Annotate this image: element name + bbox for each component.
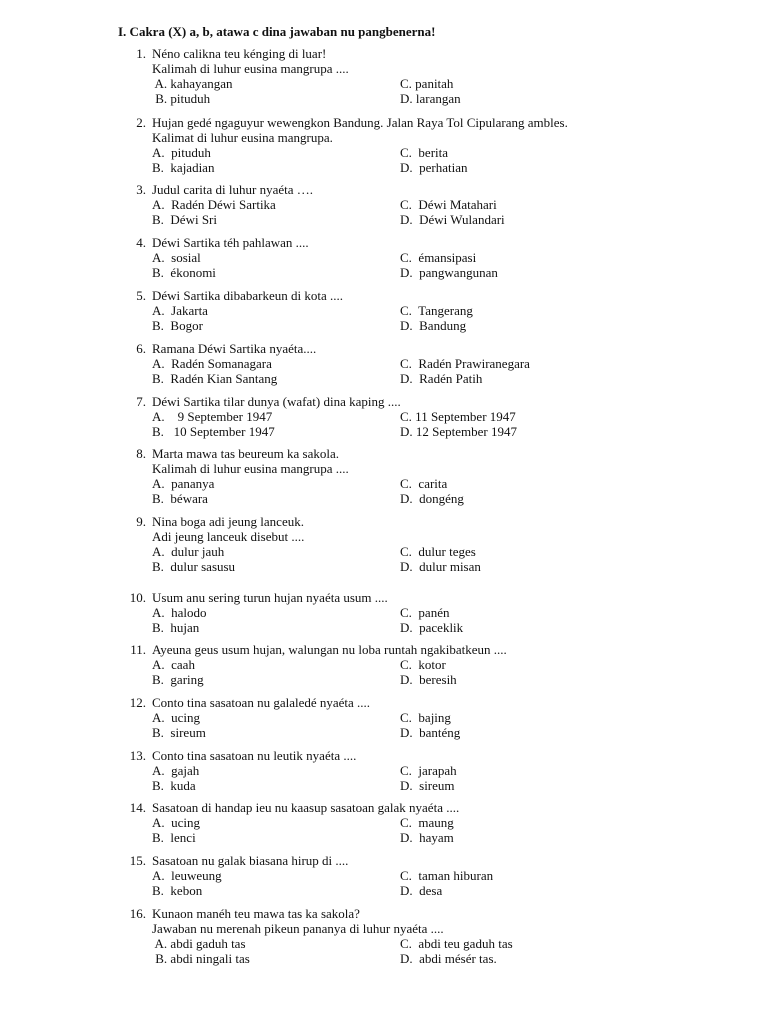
answer-options: [152, 544, 738, 574]
option-c[interactable]: C. émansipasi: [400, 250, 477, 265]
option-c[interactable]: C. 11 September 1947: [400, 409, 516, 424]
question-number: 16.: [129, 906, 146, 921]
question-text: Marta mawa tas beureum ka sakola.: [152, 446, 339, 461]
option-d[interactable]: D. Déwi Wulandari: [400, 212, 505, 227]
option-d[interactable]: D. beresih: [400, 672, 457, 687]
option-b[interactable]: B. kuda: [152, 778, 196, 793]
question-text: Néno calikna teu kénging di luar!: [152, 46, 327, 61]
option-c[interactable]: C. jarapah: [400, 763, 457, 778]
question-subtext: Jawaban nu merenah pikeun pananya di luhur nyaéta ....: [152, 921, 444, 936]
option-a[interactable]: A. dulur jauh: [152, 544, 225, 559]
option-c[interactable]: C. panitah: [400, 76, 454, 91]
option-b[interactable]: B. 10 September 1947: [152, 424, 275, 439]
question-1: [118, 46, 738, 106]
answer-options: [152, 710, 738, 740]
option-b[interactable]: B. kajadian: [152, 160, 215, 175]
question-number: 3.: [136, 182, 146, 197]
option-d[interactable]: D. 12 September 1947: [400, 424, 517, 439]
question-9: [118, 514, 738, 574]
question-8: [118, 446, 738, 506]
option-a[interactable]: A. abdi gaduh tas: [152, 936, 246, 951]
option-d[interactable]: D. abdi mésér tas.: [400, 951, 497, 966]
option-d[interactable]: D. Radén Patih: [400, 371, 483, 386]
question-text: Ayeuna geus usum hujan, walungan nu loba runtah ngakibatkeun ....: [152, 642, 507, 657]
answer-options: [152, 763, 738, 793]
question-number: 5.: [136, 288, 146, 303]
question-subtext: Kalimah di luhur eusina mangrupa ....: [152, 61, 349, 76]
question-10: [118, 590, 738, 635]
option-b[interactable]: B. pituduh: [152, 91, 211, 106]
option-b[interactable]: B. Déwi Sri: [152, 212, 217, 227]
question-number: 14.: [129, 800, 146, 815]
question-text: Sasatoan nu galak biasana hirup di ....: [152, 853, 349, 868]
question-number: 4.: [136, 235, 146, 250]
option-c[interactable]: C. carita: [400, 476, 448, 491]
answer-options: [152, 657, 738, 687]
option-d[interactable]: D. pangwangunan: [400, 265, 498, 280]
answer-options: [152, 197, 738, 227]
answer-options: [152, 76, 738, 106]
question-15: [118, 853, 738, 898]
question-text: Déwi Sartika dibabarkeun di kota ....: [152, 288, 343, 303]
question-number: 6.: [136, 341, 146, 356]
option-b[interactable]: B. kebon: [152, 883, 203, 898]
option-b[interactable]: B. ékonomi: [152, 265, 216, 280]
option-a[interactable]: A. halodo: [152, 605, 207, 620]
option-a[interactable]: A. ucing: [152, 710, 201, 725]
question-text: Usum anu sering turun hujan nyaéta usum ....: [152, 590, 388, 605]
option-b[interactable]: B. abdi ningali tas: [152, 951, 250, 966]
answer-options: [152, 250, 738, 280]
option-c[interactable]: C. panén: [400, 605, 450, 620]
option-b[interactable]: B. garing: [152, 672, 204, 687]
option-c[interactable]: C. Radén Prawiranegara: [400, 356, 530, 371]
question-11: [118, 642, 738, 687]
answer-options: [152, 815, 738, 845]
question-subtext: Kalimah di luhur eusina mangrupa ....: [152, 461, 349, 476]
question-text: Conto tina sasatoan nu galaledé nyaéta ....: [152, 695, 371, 710]
option-b[interactable]: B. lenci: [152, 830, 196, 845]
question-subtext: Adi jeung lanceuk disebut ....: [152, 529, 305, 544]
question-text: Judul carita di luhur nyaéta ….: [152, 182, 314, 197]
question-number: 13.: [129, 748, 146, 763]
option-b[interactable]: B. dulur sasusu: [152, 559, 236, 574]
question-number: 8.: [136, 446, 146, 461]
option-a[interactable]: A. ucing: [152, 815, 201, 830]
option-d[interactable]: D. perhatian: [400, 160, 468, 175]
question-2: [118, 115, 738, 175]
answer-options: [152, 356, 738, 386]
answer-options: [152, 303, 738, 333]
option-a[interactable]: A. pananya: [152, 476, 215, 491]
option-c[interactable]: C. bajing: [400, 710, 451, 725]
option-a[interactable]: A. sosial: [152, 250, 201, 265]
question-5: [118, 288, 738, 333]
question-number: 15.: [129, 853, 146, 868]
answer-options: [152, 476, 738, 506]
question-3: [118, 182, 738, 227]
option-d[interactable]: D. larangan: [400, 91, 461, 106]
option-d[interactable]: D. Bandung: [400, 318, 467, 333]
answer-options: [152, 145, 738, 175]
question-14: [118, 800, 738, 845]
option-a[interactable]: A. gajah: [152, 763, 200, 778]
option-c[interactable]: C. dulur teges: [400, 544, 476, 559]
option-c[interactable]: C. kotor: [400, 657, 446, 672]
option-a[interactable]: A. Radén Somanagara: [152, 356, 272, 371]
question-13: [118, 748, 738, 793]
answer-options: [152, 409, 738, 439]
question-number: 7.: [136, 394, 146, 409]
option-d[interactable]: D. sireum: [400, 778, 455, 793]
answer-options: [152, 605, 738, 635]
option-d[interactable]: D. desa: [400, 883, 443, 898]
option-c[interactable]: C. taman hiburan: [400, 868, 494, 883]
question-text: Nina boga adi jeung lanceuk.: [152, 514, 304, 529]
option-c[interactable]: C. Tangerang: [400, 303, 473, 318]
answer-options: [152, 936, 738, 966]
option-b[interactable]: B. Radén Kian Santang: [152, 371, 278, 386]
question-text: Conto tina sasatoan nu leutik nyaéta ....: [152, 748, 357, 763]
option-c[interactable]: C. abdi teu gaduh tas: [400, 936, 513, 951]
answer-options: [152, 868, 738, 898]
option-b[interactable]: B. béwara: [152, 491, 208, 506]
question-text: Déwi Sartika téh pahlawan ....: [152, 235, 309, 250]
question-text: Sasatoan di handap ieu nu kaasup sasatoan galak nyaéta ....: [152, 800, 460, 815]
question-number: 1.: [136, 46, 146, 61]
option-d[interactable]: D. hayam: [400, 830, 454, 845]
question-text: Déwi Sartika tilar dunya (wafat) dina kaping ....: [152, 394, 401, 409]
question-text: Kunaon manéh teu mawa tas ka sakola?: [152, 906, 360, 921]
option-a[interactable]: A. 9 September 1947: [152, 409, 273, 424]
question-subtext: Kalimat di luhur eusina mangrupa.: [152, 130, 333, 145]
question-number: 12.: [129, 695, 146, 710]
option-a[interactable]: A. kahayangan: [152, 76, 233, 91]
question-text: Ramana Déwi Sartika nyaéta....: [152, 341, 317, 356]
option-c[interactable]: C. Déwi Matahari: [400, 197, 497, 212]
option-a[interactable]: A. caah: [152, 657, 195, 672]
question-text: Hujan gedé ngaguyur wewengkon Bandung. Jalan Raya Tol Cipularang ambles.: [152, 115, 568, 130]
question-16: [118, 906, 738, 966]
option-a[interactable]: A. Jakarta: [152, 303, 208, 318]
option-d[interactable]: D. banténg: [400, 725, 461, 740]
question-number: 2.: [136, 115, 146, 130]
question-12: [118, 695, 738, 740]
question-number: 11.: [130, 642, 146, 657]
option-b[interactable]: B. sireum: [152, 725, 206, 740]
question-number: 9.: [136, 514, 146, 529]
section-heading: I. Cakra (X) a, b, atawa c dina jawaban nu pangbenerna!: [118, 24, 436, 39]
option-d[interactable]: D. dongéng: [400, 491, 464, 506]
question-6: [118, 341, 738, 386]
option-b[interactable]: B. hujan: [152, 620, 200, 635]
option-a[interactable]: A. leuweung: [152, 868, 222, 883]
option-a[interactable]: A. pituduh: [152, 145, 211, 160]
question-4: [118, 235, 738, 280]
option-d[interactable]: D. paceklik: [400, 620, 464, 635]
option-a[interactable]: A. Radén Déwi Sartika: [152, 197, 276, 212]
option-c[interactable]: C. berita: [400, 145, 449, 160]
option-b[interactable]: B. Bogor: [152, 318, 203, 333]
question-number: 10.: [129, 590, 146, 605]
question-7: [118, 394, 738, 439]
option-c[interactable]: C. maung: [400, 815, 454, 830]
option-d[interactable]: D. dulur misan: [400, 559, 481, 574]
